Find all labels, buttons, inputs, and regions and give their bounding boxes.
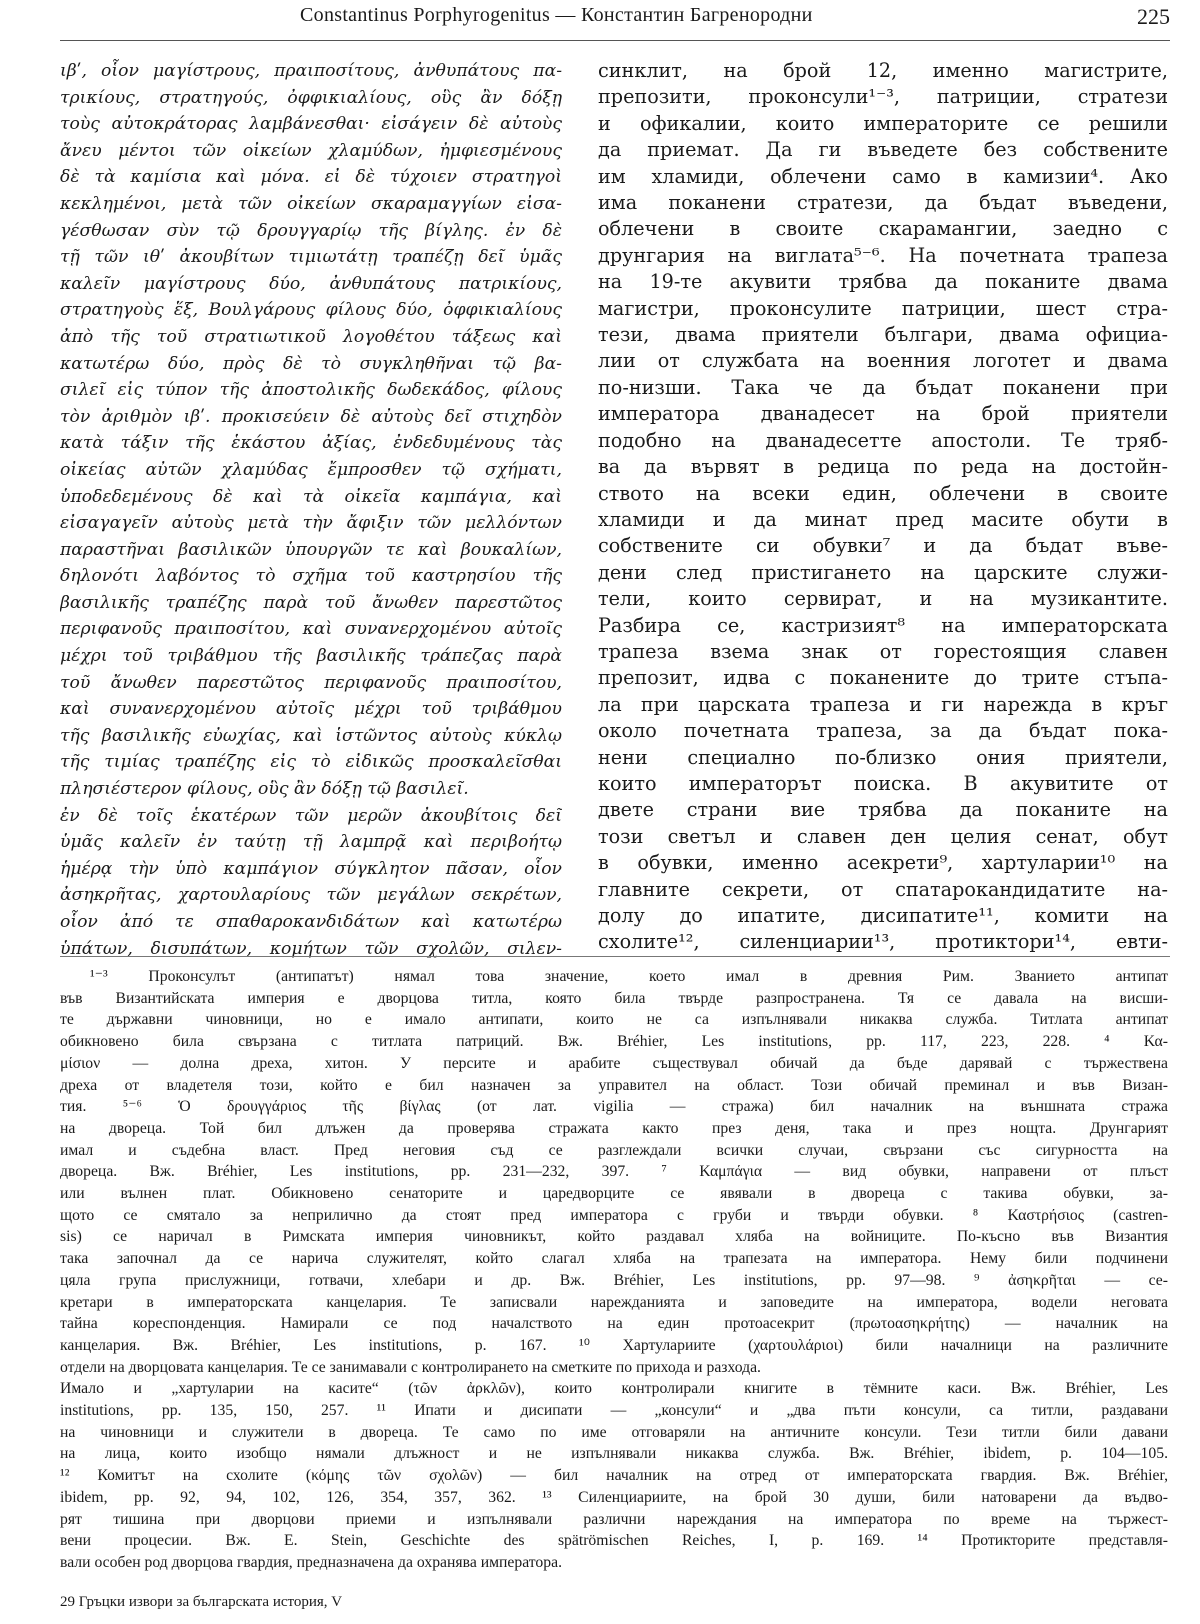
- translation-text-line: синклит, на брой 12, именно магистрите,: [598, 59, 1168, 82]
- translation-text-line: в обувки, именно асекрети⁹, хартуларии¹⁰ на: [598, 851, 1168, 875]
- footnote-rule: [60, 956, 1170, 957]
- footnote-line: или вълнен плат. Обикновено сенаторите и царедворците се явявали в двореца с такива обувки, за-: [60, 1185, 1168, 1203]
- page-number: 225: [1137, 4, 1170, 29]
- translation-text-line: да приемат. Да ги въведете без собствените: [598, 138, 1168, 162]
- greek-text-line: ἄνευ μέντοι τῶν οἰκείων χλαμύδων, ἠμφιεσμένους: [60, 140, 562, 161]
- footnotes-block: [60, 966, 1168, 1574]
- greek-text-line: πλησιέστερον φίλους, οὓς ἂν δόξῃ τῷ βασιλεῖ.: [60, 779, 469, 800]
- greek-text-line: ὑποδεδεμένους δὲ καὶ τὰ οἰκεῖα καμπάγια, καὶ: [60, 486, 562, 507]
- translation-text-line: тели, които сервират, и на музикантите.: [598, 587, 1168, 611]
- translation-text-line: двете страни вие трябва да поканите на: [598, 798, 1168, 822]
- translation-text-line: главните секрети, от спатарокандидатите на-: [598, 877, 1168, 901]
- translation-text-line: тези, двама приятели българи, двама официа-: [598, 323, 1168, 347]
- translation-text-line: собствените си обувки⁷ и да бъдат въве-: [598, 534, 1168, 558]
- footnote-line: цяла група прислужници, готвачи, хлебари и др. Вж. Bréhier, Les institutions, pp. 97—98. ⁹ ἀσηκρῆται — се-: [60, 1271, 1168, 1289]
- translation-text-line: около почетната трапеза, за да бъдат пока-: [598, 719, 1168, 743]
- footnote-line: institutions, pp. 135, 150, 257. ¹¹ Ипати и дисипати — „консули“ и „два пъти консули, са титли, раздавани: [60, 1402, 1168, 1420]
- greek-text-line: κατωτέρω δύο, πρὸς δὲ τὸ συγκληθῆναι τῷ βα-: [60, 353, 562, 374]
- greek-text-line: οἰκείας αὐτῶν χλαμύδας ἔμπροσθεν τῷ σχήματι,: [60, 459, 562, 480]
- translation-text-line: на 19-те акувити трябва да поканите двама: [598, 270, 1168, 294]
- footnote-line: на лица, които изобщо нямали длъжност и не изпълнявали никаква служба. Вж. Bréhier, ibidem, p. 104—105.: [60, 1445, 1168, 1463]
- footnote-line: така започнал да се нарича служителят, който слагал хляба на трапезата на императора. Нему били подчинени: [60, 1250, 1168, 1268]
- translation-text-line: облечени в своите скарамангии, заедно с: [598, 217, 1168, 241]
- greek-text-line: τῆς τιμίας τραπέζης εἰς τὸ εἰδικῶς προσκαλεῖσθαι: [60, 752, 562, 773]
- translation-text-line: този светъл и славен ден целия сенат, обут: [598, 824, 1168, 848]
- footnote-line: обикновено била свързана с титлата патриций. Вж. Bréhier, Les institutions, pp. 117, 223, 228. ⁴ Κα-: [60, 1033, 1168, 1051]
- greek-text-line: τοῦ ἄνωθεν παρεστῶτος περιφανοῦς πραιποσίτου,: [60, 672, 562, 693]
- footnote-line: на чиновници и служители в двореца. Те само по име отговаряли на античните консули. Тези титли били давани: [60, 1423, 1168, 1441]
- footnote-line: тайна кореспонденция. Намирали се под началството на един протоасекрит (πρωτοασηκρήτης) — началник на: [60, 1315, 1168, 1333]
- translation-text-line: им хламиди, облечени само в камизии⁴. Ако: [598, 164, 1168, 188]
- footnote-line: μίσιον — долна дреха, хитон. У персите и арабите съществувал обичай да бъде дарявай с тържествена: [60, 1054, 1168, 1072]
- bulgarian-translation-column: [598, 58, 1168, 956]
- footnote-line: отдели на дворцовата канцелария. Те се занимавали с контролирането на сметките по прихода и разхода.: [60, 1358, 761, 1376]
- greek-text-column: [60, 58, 562, 962]
- footnote-line: Имало и „хартуларии на касите“ (τῶν ἀρκλῶν), които контролирали книгите в тёмните каси. Вж. Bréhier, Les: [60, 1380, 1168, 1398]
- greek-text-line: περιφανοῦς πραιποσίτου, καὶ συνανερχομένου αὐτοῖς: [60, 619, 562, 640]
- translation-text-line: дени след пристигането на царските служи-: [598, 560, 1168, 584]
- greek-text-line: δηλονότι λαβόντος τὸ σχῆμα τοῦ καστρησίου τῆς: [60, 566, 562, 587]
- greek-text-line: στρατηγοὺς ἕξ, Βουλγάρους φίλους δύο, ὀφφικιαλίους: [60, 300, 562, 321]
- translation-text-line: нени специално по-близко ония приятели,: [598, 745, 1168, 769]
- translation-text-line: препозити, проконсули¹⁻³, патриции, стратези: [598, 85, 1168, 109]
- translation-text-line: хламиди и да минат пред масите обути в: [598, 507, 1168, 531]
- footnote-line: ibidem, pp. 92, 94, 102, 126, 354, 357, 362. ¹³ Силенциариите, на брой 30 души, били натоварени да въдво-: [60, 1488, 1168, 1506]
- greek-text-line: κεκλημένοι, μετὰ τῶν οἰκείων σκαραμαγγίων εἰσα-: [60, 193, 562, 214]
- greek-text-line: τὸν ἀριθμὸν ιβʹ. προκισεύειν δὲ αὐτοὺς δεῖ στιχηδὸν: [60, 406, 562, 427]
- signature-line: 29 Гръцки извори за българската история, V: [60, 1594, 343, 1610]
- footnote-line: във Византийската империя е дворцова титла, която била твърде разпространена. Тя се давала на висши-: [60, 989, 1168, 1007]
- footnote-line: дреха от владетеля този, който е бил назначен за управител на област. Този обичай преминал и във Визан-: [60, 1076, 1168, 1094]
- greek-text-line: ὑμᾶς καλεῖν ἐν ταύτῃ τῇ λαμπρᾷ καὶ περιβοήτῳ: [60, 832, 562, 853]
- translation-text-line: които императорът поиска. В акувитите от: [598, 771, 1168, 795]
- greek-text-line: τῆς βασιλικῆς εὐωχίας, καὶ ἱστῶντος αὐτοὺς κύκλῳ: [60, 725, 562, 746]
- translation-text-line: има поканени стратези, да бъдат въведени,: [598, 191, 1168, 215]
- greek-text-line: παραστῆναι βασιλικῶν ὑπουργῶν τε καὶ βουκαλίων,: [60, 539, 562, 560]
- greek-text-line: τοὺς αὐτοκράτορας λαμβάνεσθαι· εἰσάγειν δὲ αὐτοὺς: [60, 114, 562, 135]
- greek-text-line: σιλεῖ εἰς τύπον τῆς ἀποστολικῆς δωδεκάδος, φίλους: [60, 380, 562, 401]
- greek-text-line: καλεῖν μαγίστρους δύο, ἀνθυπάτους πατρικίους,: [60, 273, 562, 294]
- greek-text-line: δὲ τὰ καμίσια καὶ μόνα. εἰ δὲ τύχοιεν στρατηγοὶ: [60, 167, 562, 188]
- footnote-line: канцелария. Вж. Bréhier, Les institutions, p. 167. ¹⁰ Хартулариите (χαρτουλάριοι) били началници на различните: [60, 1336, 1168, 1354]
- greek-text-line: ιβʹ, οἷον μαγίστρους, πραιποσίτους, ἀνθυπάτους πα-: [60, 61, 562, 81]
- translation-text-line: по-низши. Така че да бъдат поканени при: [598, 375, 1168, 399]
- footnote-line: тия. ⁵⁻⁶ Ὁ δρουγγάριος τῆς βίγλας (от лат. vigilia — стража) бил началник на външната стража: [60, 1098, 1168, 1116]
- translation-text-line: ва да вървят в редица по реда на достойн-: [598, 455, 1168, 479]
- greek-text-line: οἷον ἀπό τε σπαθαροκανδιδάτων καὶ κατωτέρω: [60, 912, 562, 932]
- greek-text-line: γέσθωσαν σὺν τῷ δρουγγαρίῳ τῆς βίγλης. ἐν δὲ: [60, 220, 562, 241]
- footnote-line: ¹² Комитът на схолите (κόμης τῶν σχολῶν) — бил началник на отред от императорската гвардия. Вж. Bréhier,: [60, 1467, 1168, 1485]
- footnote-line: вали особен род дворцова гвардия, предназначена да охранява императора.: [60, 1553, 563, 1571]
- translation-text-line: трапеза взема знак от горестоящия славен: [598, 639, 1168, 663]
- greek-text-line: ἀπὸ τῆς τοῦ στρατιωτικοῦ λογοθέτου τάξεως καὶ: [60, 326, 562, 347]
- footnote-line: вени процесии. Вж. E. Stein, Geschichte des spätrömischen Reiches, I, p. 169. ¹⁴ Протикторите представля-: [60, 1532, 1168, 1550]
- footnote-line: имал и съдебна власт. Пред неговия съд се разглеждали всички случаи, свързани със сигурността на: [60, 1141, 1168, 1159]
- translation-text-line: долу до ипатите, дисипатите¹¹, комити на: [598, 904, 1168, 927]
- footnote-line: ¹⁻³ Проконсулът (антипатът) нямал това значение, което имал в древния Рим. Званието антипат: [90, 968, 1168, 985]
- translation-text-line: и офикалии, които императорите се решили: [598, 111, 1168, 135]
- greek-text-line: ὑπάτων, δισυπάτων, κομήτων τῶν σχολῶν, σιλεν-: [60, 938, 562, 959]
- greek-text-line: τρικίους, στρατηγούς, ὀφφικιαλίους, οὓς ἂν δόξῃ: [60, 87, 562, 108]
- greek-text-line: καὶ συνανερχομένου αὐτοῖς μέχρι τοῦ τριβάθμου: [60, 699, 562, 720]
- footnote-line: рят тишина при дворцови приеми и изпълнявали различни нареждания на императора по време на тържест-: [60, 1510, 1168, 1528]
- footnote-line: sis) се наричал в Римската империя чиновникът, който раздавал хляба на войниците. По-късно във Византия: [60, 1228, 1168, 1246]
- footnote-line: те държавни чиновници, но е имало антипати, които не са изпълнявали никаква служба. Титлата антипат: [60, 1011, 1168, 1029]
- footnote-line: двореца. Вж. Bréhier, Les institutions, pp. 231—232, 397. ⁷ Καμπάγια — вид обувки, направени от плъст: [60, 1163, 1168, 1181]
- translation-text-line: схолите¹², силенциарии¹³, протиктори¹⁴, евти-: [598, 930, 1168, 954]
- translation-text-line: Разбира се, кастризият⁸ на императорската: [598, 613, 1168, 637]
- footnote-line: на двореца. Той бил длъжен да проверява стражата както през деня, така и през нощта. Друнгарият: [60, 1119, 1168, 1137]
- page-header: [60, 0, 1170, 41]
- translation-text-line: препозит, идва с поканените до трите стъпа-: [598, 666, 1168, 690]
- greek-text-line: ἀσηκρῆτας, χαρτουλαρίους τῶν μεγάλων σεκρέτων,: [60, 885, 562, 906]
- greek-text-line: βασιλικῆς τραπέζης παρὰ τοῦ ἄνωθεν παρεστῶτος: [60, 592, 562, 613]
- translation-text-line: лии от службата на военния логотет и двама: [598, 349, 1168, 373]
- greek-text-line: εἰσαγαγεῖν αὐτοὺς μετὰ τὴν ἄφιξιν τῶν μελλόντων: [60, 513, 562, 534]
- translation-text-line: ла при царската трапеза и ги нарежда в кръг: [598, 692, 1168, 716]
- greek-text-line: μέχρι τοῦ τριβάθμου τῆς βασιλικῆς τράπεζας παρὰ: [60, 646, 562, 667]
- translation-text-line: друнгария на виглата⁵⁻⁶. На почетната трапеза: [598, 243, 1168, 267]
- footnote-line: кретари в императорската канцелария. Те записвали нарежданията и заповедите на императора, водели неговата: [60, 1293, 1168, 1311]
- greek-text-line: κατὰ τάξιν τῆς ἑκάστου ἀξίας, ἐνδεδυμένους τὰς: [60, 433, 562, 454]
- greek-text-line: ἡμέρᾳ τὴν ὑπὸ καμπάγιον σύγκλητον πᾶσαν, οἷον: [60, 858, 562, 879]
- footnote-line: щото се смятало за неприлично да стоят пред императора с груби и твърди обувки. ⁸ Καστρήσιος (castren-: [60, 1206, 1168, 1224]
- running-title: Constantinus Porphyrogenitus — Константин Багренородни: [300, 4, 813, 26]
- greek-text-line: τῇ τῶν ιθʹ ἀκουβίτων τιμιωτάτῃ τραπέζῃ δεῖ ὑμᾶς: [60, 247, 562, 268]
- translation-text-line: императора дванадесет на брой приятели: [598, 402, 1168, 426]
- translation-text-line: ството на всеки един, облечени в своите: [598, 481, 1168, 505]
- translation-text-line: подобно на дванадесетте апостоли. Те тряб-: [598, 428, 1168, 452]
- greek-text-line: ἐν δὲ τοῖς ἑκατέρων τῶν μερῶν ἀκουβίτοις δεῖ: [60, 805, 562, 826]
- translation-text-line: магистри, проконсулите патриции, шест стра-: [598, 296, 1168, 320]
